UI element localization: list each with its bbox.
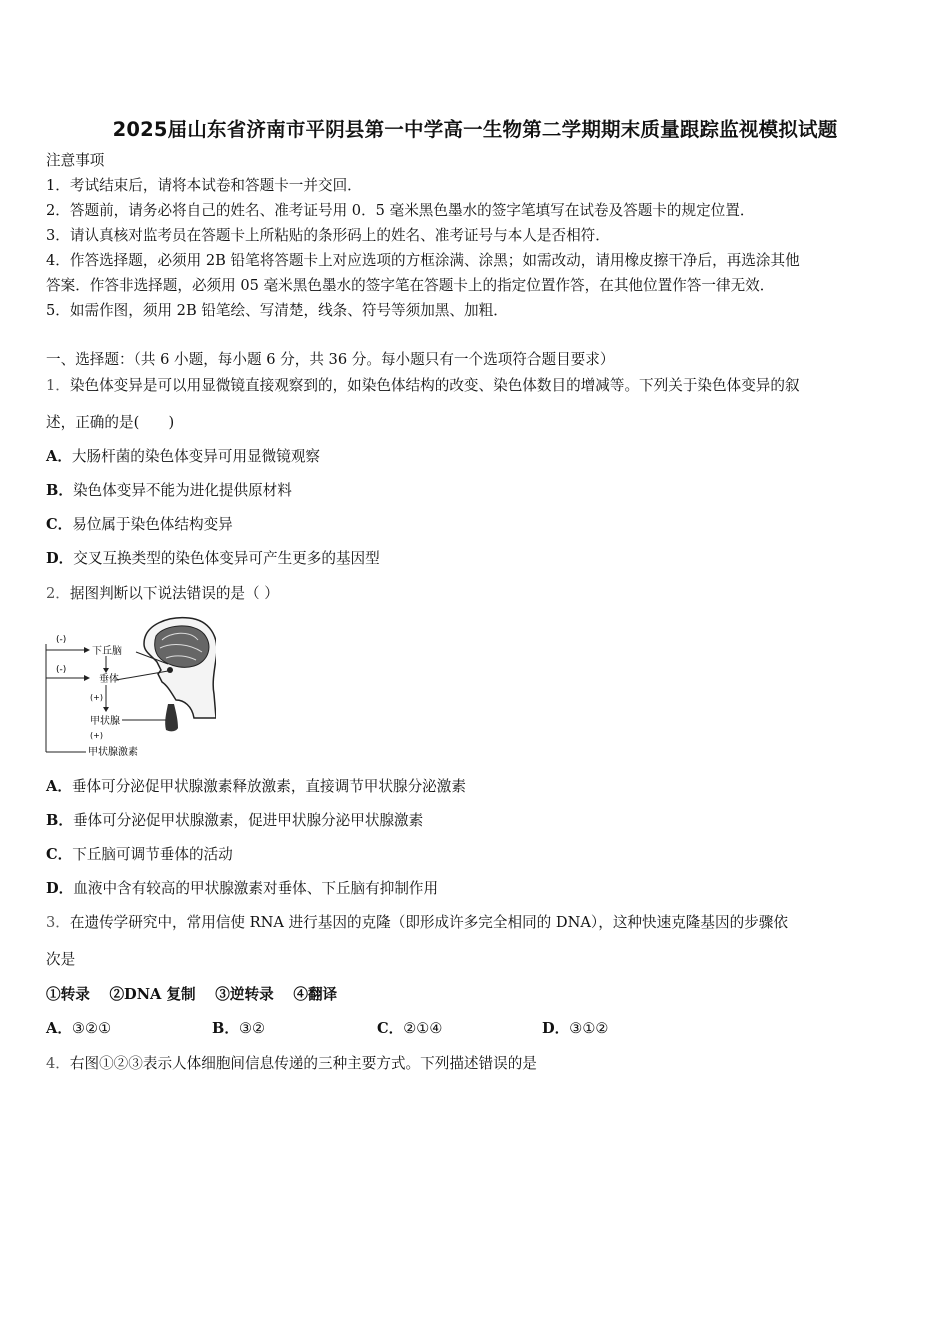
option-c [46, 845, 233, 865]
notice-item: 5．如需作图，须用 2B 铅笔绘、写清楚，线条、符号等须加黑、加粗． [46, 302, 508, 319]
question-number: 3． [46, 914, 70, 931]
question-1-stem [46, 376, 800, 396]
pituitary-dot-icon [167, 667, 173, 673]
option-label: C． [377, 1020, 404, 1037]
label-hypothalamus: 下丘脑 [92, 646, 122, 657]
question-3-options [46, 1019, 906, 1039]
option-d [542, 1019, 609, 1039]
option-text: 垂体可分泌促甲状腺激素释放激素，直接调节甲状腺分泌激素 [71, 778, 466, 795]
question-4-stem [46, 1054, 537, 1074]
option-label: A． [46, 448, 72, 465]
label-pituitary: 垂体 [99, 674, 119, 685]
label-minus-top: (-) [56, 635, 67, 645]
option-label: D． [46, 880, 74, 897]
question-3-stem [46, 913, 788, 933]
notice-item: 1．考试结束后，请将本试卷和答题卡一并交回． [46, 177, 362, 194]
option-a [46, 1019, 111, 1039]
section-heading: 一、选择题：（共 6 小题，每小题 6 分，共 36 分。每小题只有一个选项符合题目要求） [46, 351, 615, 368]
question-text: 右图①②③表示人体细胞间信息传递的三种主要方式。下列描述错误的是 [69, 1055, 537, 1072]
option-label: B． [46, 482, 73, 499]
option-text: 大肠杆菌的染色体变异可用显微镜观察 [71, 448, 321, 465]
option-label: D． [542, 1020, 570, 1037]
option-text: 垂体可分泌促甲状腺激素，促进甲状腺分泌甲状腺激素 [72, 812, 424, 829]
option-c [46, 515, 233, 535]
option-text: 易位属于染色体结构变异 [72, 516, 233, 533]
option-text: 交叉互换类型的染色体变异可产生更多的基因型 [73, 550, 380, 567]
notice-heading: 注意事项 [46, 152, 105, 169]
question-1-stem-cont: 述，正确的是( ) [46, 414, 175, 431]
option-text: 下丘脑可调节垂体的活动 [72, 846, 233, 863]
option-text: 血液中含有较高的甲状腺激素对垂体、下丘脑有抑制作用 [73, 880, 439, 897]
thyroid-icon [165, 704, 178, 731]
notice-item: 2．答题前，请务必将自己的姓名、准考证号用 0．5 毫米黑色墨水的签字笔填写在试卷及答题卡的规定位置． [46, 202, 755, 219]
question-2-stem [46, 584, 279, 604]
option-text: 染色体变异不能为进化提供原材料 [72, 482, 292, 499]
option-d [46, 549, 380, 569]
label-plus-1: (+) [90, 693, 103, 702]
option-b [46, 811, 423, 831]
label-minus-mid: (-) [56, 665, 67, 675]
option-a [46, 447, 320, 467]
question-3-steps: ①转录 ②DNA 复制 ③逆转录 ④翻译 [46, 986, 338, 1003]
question-number: 1． [46, 377, 70, 394]
option-label: D． [46, 550, 74, 567]
option-label: A． [46, 1020, 72, 1037]
endocrine-feedback-diagram [44, 614, 216, 760]
option-text: ②①④ [403, 1020, 443, 1037]
option-b [46, 481, 292, 501]
option-text: ③②① [71, 1020, 112, 1037]
label-thyroid: 甲状腺 [90, 716, 120, 727]
option-label: B． [212, 1020, 239, 1037]
option-text: ③② [238, 1020, 266, 1037]
option-c [377, 1019, 442, 1039]
option-a [46, 777, 466, 797]
option-label: A． [46, 778, 72, 795]
question-text: 在遗传学研究中，常用信使 RNA 进行基因的克隆（即形成许多完全相同的 DNA），这种快速克隆基因的步骤依 [69, 914, 788, 931]
question-text: 据图判断以下说法错误的是（ ） [69, 585, 279, 602]
notice-item: 3．请认真核对监考员在答题卡上所粘贴的条形码上的姓名、准考证号与本人是否相符． [46, 227, 610, 244]
question-3-stem-cont: 次是 [46, 951, 76, 968]
label-thyroid-hormone: 甲状腺激素 [88, 747, 138, 758]
option-text: ③①② [569, 1020, 609, 1037]
question-text: 染色体变异是可以用显微镜直接观察到的，如染色体结构的改变、染色体数目的增减等。下列关于染色体变异的叙 [69, 377, 800, 394]
question-number: 2． [46, 585, 70, 602]
notice-item: 4．作答选择题，必须用 2B 铅笔将答题卡上对应选项的方框涂满、涂黑；如需改动，请用橡皮擦干净后，再选涂其他 [46, 252, 800, 269]
option-d [46, 879, 438, 899]
notice-item: 答案．作答非选择题，必须用 05 毫米黑色墨水的签字笔在答题卡上的指定位置作答，在其他位置作答一律无效． [46, 277, 775, 294]
option-label: C． [46, 846, 73, 863]
option-label: B． [46, 812, 73, 829]
page-title: 2025届山东省济南市平阴县第一中学高一生物第二学期期末质量跟踪监视模拟试题 [112, 118, 838, 141]
option-b [212, 1019, 265, 1039]
option-label: C． [46, 516, 73, 533]
label-plus-2: (+) [90, 731, 103, 740]
question-number: 4． [46, 1055, 70, 1072]
